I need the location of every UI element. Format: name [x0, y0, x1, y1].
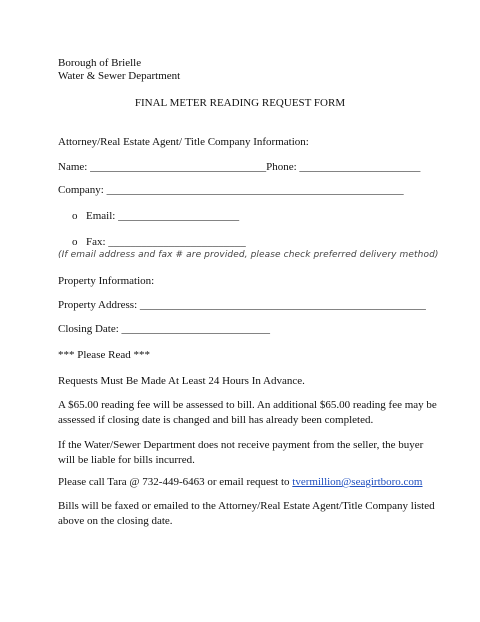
email-field-line[interactable]: [72, 210, 239, 223]
email-field-label: Email: ______________________: [86, 210, 240, 222]
email-bullet: o: [72, 210, 78, 222]
form-title: FINAL METER READING REQUEST FORM: [134, 97, 346, 109]
fee-notice: A $65.00 reading fee will be assessed to bill. An additional $65.00 reading fee may be assessed if closing date is changed and bill has already been completed.: [58, 399, 437, 426]
fax-bullet: o: [72, 236, 78, 248]
name-phone-field-line[interactable]: Name: ________________________________Phone: ______________________: [58, 161, 421, 173]
please-read-heading: *** Please Read ***: [58, 349, 150, 361]
liability-notice: If the Water/Sewer Department does not receive payment from the seller, the buyer will be liable for bills incurred.: [58, 439, 424, 466]
borough-name: Borough of Brielle: [58, 57, 142, 69]
contact-line: [58, 476, 422, 489]
advance-notice: Requests Must Be Made At Least 24 Hours In Advance.: [58, 375, 305, 387]
fax-field-line[interactable]: [72, 236, 246, 249]
contact-email-link[interactable]: tvermillion@seagirtboro.com: [292, 476, 423, 488]
requester-heading: Attorney/Real Estate Agent/ Title Company Information:: [58, 136, 309, 148]
property-address-field-line[interactable]: Property Address: ____________________________________________________: [58, 299, 426, 311]
closing-date-field-line[interactable]: Closing Date: ___________________________: [58, 323, 271, 335]
fax-field-label: Fax: _________________________: [86, 236, 246, 248]
property-heading: Property Information:: [58, 275, 155, 287]
contact-text: Please call Tara @ 732-449-6463 or email request to: [58, 476, 293, 488]
closing-notice: Bills will be faxed or emailed to the Attorney/Real Estate Agent/Title Company listed above on the closing date.: [58, 500, 435, 527]
company-field-line[interactable]: Company: ______________________________________________________: [58, 184, 404, 196]
delivery-method-note: (If email address and fax # are provided, please check preferred delivery method): [58, 250, 439, 260]
department-name: Water & Sewer Department: [58, 70, 181, 82]
